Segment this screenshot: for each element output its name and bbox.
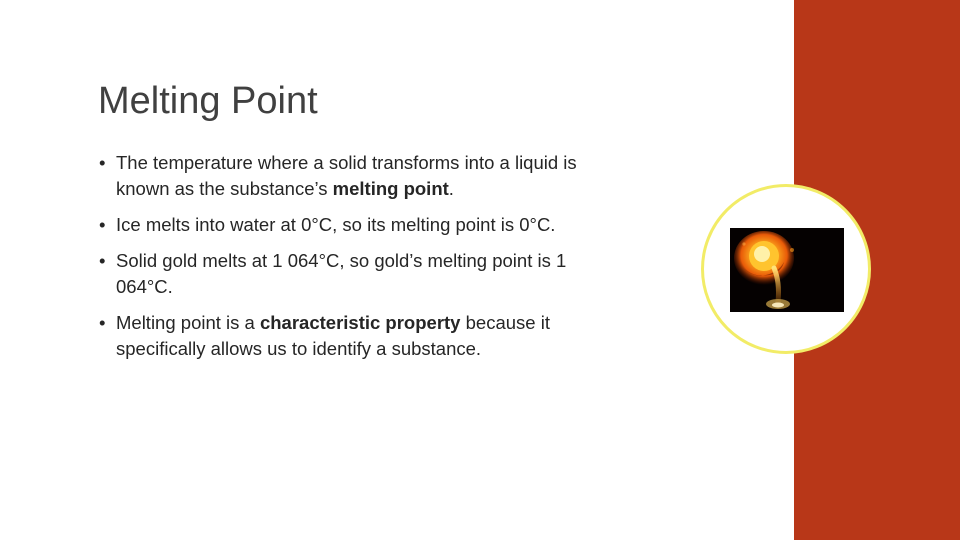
molten-gold-illustration <box>730 228 844 312</box>
bullet-item <box>98 150 618 202</box>
bullet-marker: • <box>99 250 106 271</box>
bullet-item <box>98 248 618 300</box>
slide-title: Melting Point <box>98 80 318 122</box>
bullet-marker: • <box>99 312 106 333</box>
molten-gold-photo <box>730 228 844 312</box>
bullet-marker: • <box>99 214 106 235</box>
bullet-list <box>98 150 618 372</box>
bullet-text: The temperature where a solid transforms into a liquid is known as the substance’s melting point. <box>116 152 577 199</box>
bold-term: characteristic property <box>259 312 461 333</box>
bullet-text: Ice melts into water at 0°C, so its melting point is 0°C. <box>116 214 556 235</box>
bold-term: melting point <box>332 178 449 199</box>
bullet-text: Melting point is a characteristic property because it specifically allows us to identify a substance. <box>116 312 550 359</box>
bullet-marker: • <box>99 152 106 173</box>
bullet-item <box>98 310 618 362</box>
bullet-text: Solid gold melts at 1 064°C, so gold’s melting point is 1 064°C. <box>116 250 567 297</box>
bullet-item <box>98 212 618 238</box>
